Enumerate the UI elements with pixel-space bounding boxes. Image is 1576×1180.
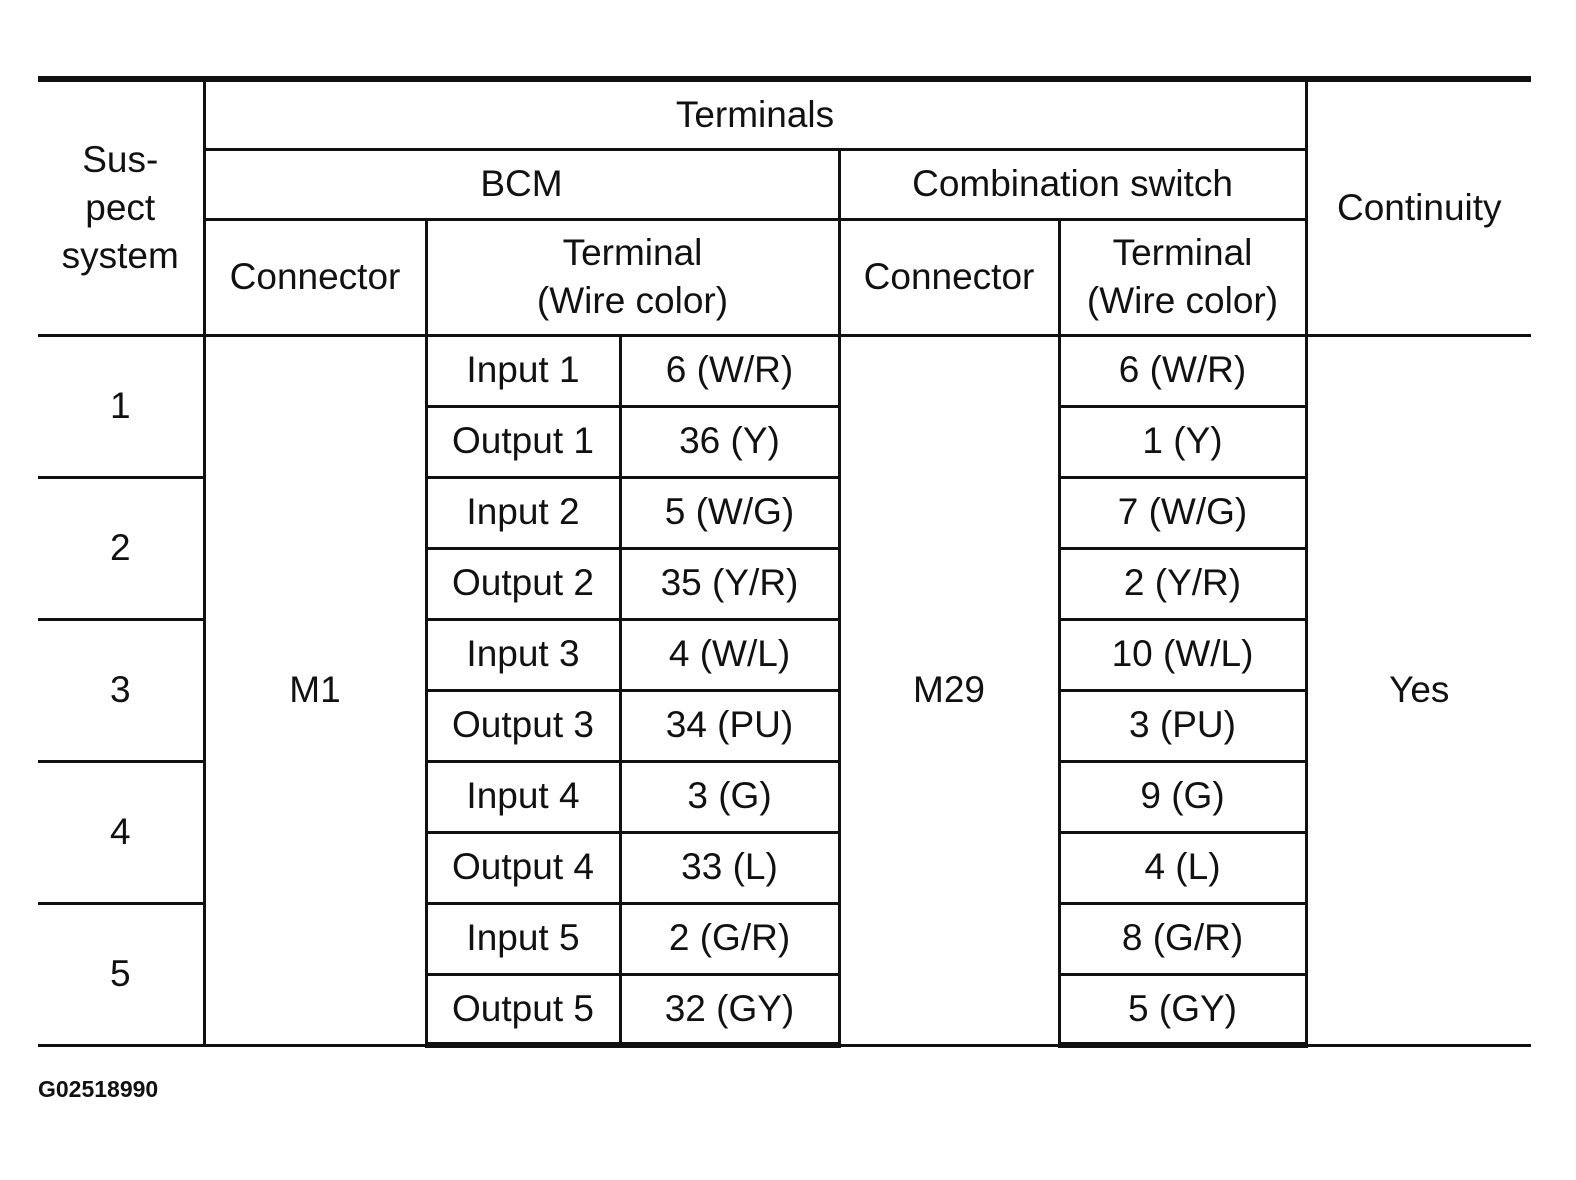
bcm-terminal-cell: 34 (PU) bbox=[620, 690, 839, 761]
switch-terminal-cell: 9 (G) bbox=[1059, 761, 1306, 832]
suspect-system-header-line-1: Sus- bbox=[82, 138, 159, 180]
bcm-signal-label: Output 2 bbox=[426, 548, 620, 619]
switch-connector-cell: M29 bbox=[839, 335, 1059, 1045]
switch-terminal-cell: 2 (Y/R) bbox=[1059, 548, 1306, 619]
switch-terminal-cell: 7 (W/G) bbox=[1059, 477, 1306, 548]
figure-id: G02518990 bbox=[38, 1076, 159, 1102]
switch-terminal-cell: 3 (PU) bbox=[1059, 690, 1306, 761]
suspect-system-header-line-3: system bbox=[61, 234, 179, 276]
switch-terminal-cell: 10 (W/L) bbox=[1059, 619, 1306, 690]
continuity-header: Continuity bbox=[1306, 79, 1531, 335]
bcm-signal-label: Input 1 bbox=[426, 335, 620, 406]
bcm-signal-label: Input 2 bbox=[426, 477, 620, 548]
bcm-connector-header: Connector bbox=[204, 219, 426, 335]
bcm-signal-label: Input 3 bbox=[426, 619, 620, 690]
suspect-system-cell: 3 bbox=[38, 619, 204, 761]
switch-terminal-cell: 6 (W/R) bbox=[1059, 335, 1306, 406]
suspect-system-cell: 5 bbox=[38, 903, 204, 1045]
continuity-cell: Yes bbox=[1306, 335, 1531, 1045]
suspect-system-cell: 4 bbox=[38, 761, 204, 903]
switch-terminal-cell: 4 (L) bbox=[1059, 832, 1306, 903]
bcm-terminal-cell: 6 (W/R) bbox=[620, 335, 839, 406]
bcm-terminal-header-line-2: (Wire color) bbox=[536, 280, 729, 321]
header-row-1 bbox=[38, 79, 1531, 149]
bcm-terminal-header-line-1: Terminal bbox=[562, 231, 703, 273]
bcm-terminal-cell: 32 (GY) bbox=[620, 974, 839, 1045]
bcm-terminal-cell: 35 (Y/R) bbox=[620, 548, 839, 619]
bcm-terminal-cell: 36 (Y) bbox=[620, 406, 839, 477]
bcm-header: BCM bbox=[204, 149, 839, 219]
suspect-system-header-line-2: pect bbox=[85, 186, 156, 228]
switch-terminal-header-line-2: (Wire color) bbox=[1086, 280, 1279, 321]
switch-terminal-cell: 1 (Y) bbox=[1059, 406, 1306, 477]
table-row bbox=[38, 335, 1531, 406]
bcm-terminal-cell: 4 (W/L) bbox=[620, 619, 839, 690]
bcm-signal-label: Output 3 bbox=[426, 690, 620, 761]
switch-connector-header: Connector bbox=[839, 219, 1059, 335]
switch-terminal-header-line-1: Terminal bbox=[1112, 231, 1253, 273]
bcm-terminal-cell: 2 (G/R) bbox=[620, 903, 839, 974]
terminals-header: Terminals bbox=[204, 79, 1306, 149]
continuity-check-table bbox=[38, 76, 1531, 1048]
bcm-terminal-cell: 33 (L) bbox=[620, 832, 839, 903]
bcm-connector-cell: M1 bbox=[204, 335, 426, 1045]
bcm-signal-label: Output 5 bbox=[426, 974, 620, 1045]
switch-terminal-header bbox=[1059, 219, 1306, 335]
suspect-system-cell: 1 bbox=[38, 335, 204, 477]
bcm-terminal-header bbox=[426, 219, 839, 335]
bcm-signal-label: Output 1 bbox=[426, 406, 620, 477]
suspect-system-cell: 2 bbox=[38, 477, 204, 619]
suspect-system-header bbox=[38, 79, 204, 335]
bcm-signal-label: Output 4 bbox=[426, 832, 620, 903]
combination-switch-header: Combination switch bbox=[839, 149, 1306, 219]
switch-terminal-cell: 5 (GY) bbox=[1059, 974, 1306, 1045]
bcm-signal-label: Input 4 bbox=[426, 761, 620, 832]
bcm-terminal-cell: 3 (G) bbox=[620, 761, 839, 832]
bcm-signal-label: Input 5 bbox=[426, 903, 620, 974]
switch-terminal-cell: 8 (G/R) bbox=[1059, 903, 1306, 974]
bcm-terminal-cell: 5 (W/G) bbox=[620, 477, 839, 548]
